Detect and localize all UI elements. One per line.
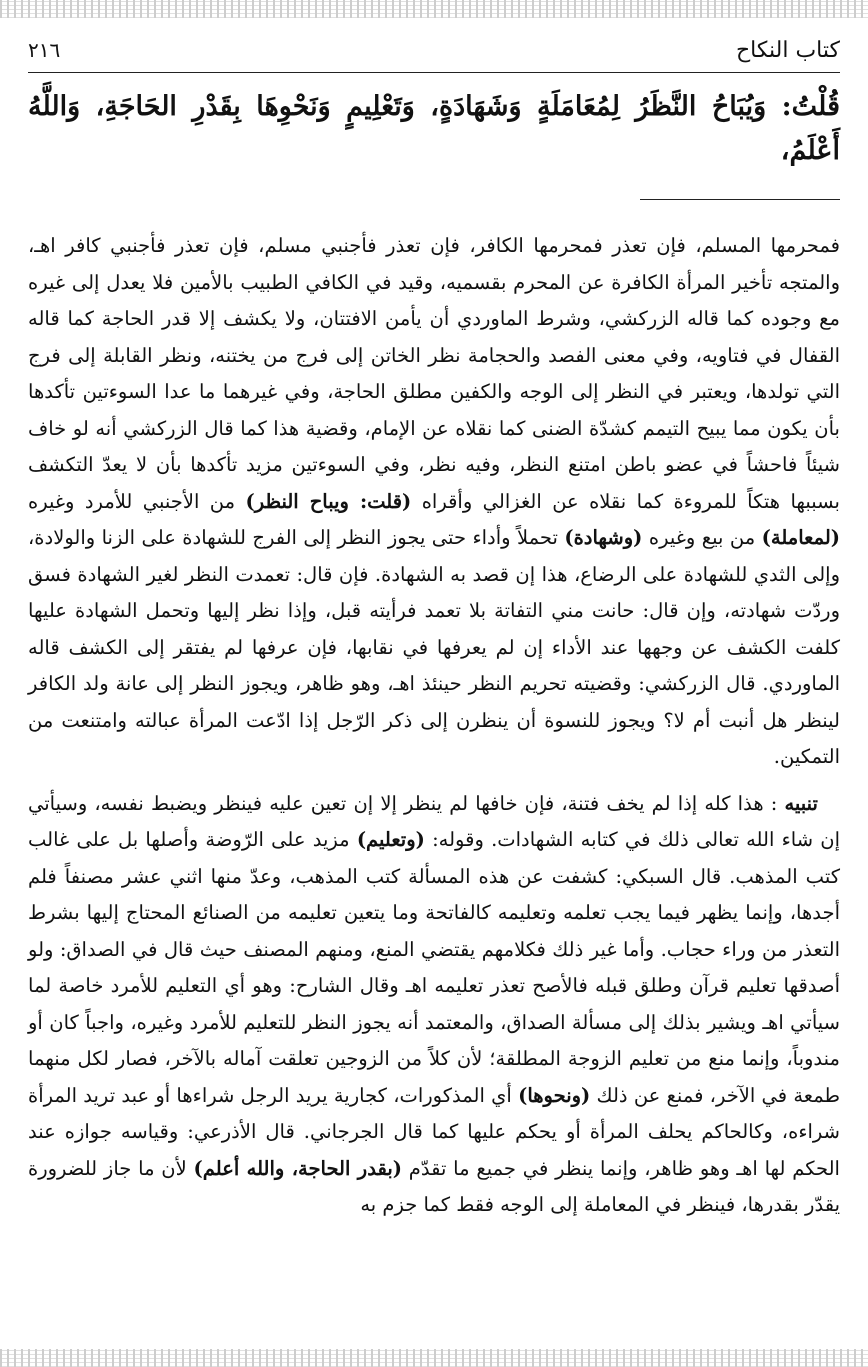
- matn-quote: (لمعاملة): [761, 526, 841, 549]
- top-ornament-border: [0, 0, 868, 18]
- commentary: [28, 228, 840, 1224]
- text-run: لأن ما جاز للضرورة يقدّر بقدرها، فينظر في المعاملة إلى الوجه فقط كما جزم به: [28, 1156, 840, 1216]
- text-run: فمحرمها المسلم، فإن تعذر فمحرمها الكافر، فإن تعذر فأجنبي مسلم، فإن تعذر فأجنبي كافر اهـ، والمتجه تأخير المرأة الكافرة عن المحرم بقسميه، وقيد في الكافي الطبيب بالأمين فلا يعدل إلى غيره مع وجوده كما قاله الزركشي، وشرط الماوردي أن يأمن الافتتان، ولا يكشف إلا قدر الحاجة كما قاله القفال في فتاويه، وفي معنى الفصد والحجامة نظر الخاتن إلى فرج من يختنه، ونظر القابلة إلى فرج التي تولدها، ويعتبر في النظر إلى الوجه والكفين مطلق الحاجة، وفي غيرهما ما عدا السوءتين تأكدها بأن يكون مما يبيح التيمم كشدّة الضنى كما نقلاه عن الإمام، وقضية هذا كما قال الزركشي أنه لو خاف شيئاً فاحشاً في عضو باطن امتنع النظر، وفيه نظر، وفي السوءتين مزيد تأكدها بأن لا يعدّ التكشف بسببها هتكاً للمروءة كما نقلاه عن الغزالي وأقراه: [28, 234, 840, 513]
- matn-quote: (ونحوها): [518, 1083, 591, 1107]
- bottom-ornament-border: [0, 1349, 868, 1367]
- commentary-paragraph-1: [28, 228, 840, 776]
- matn-quote: (بقدر الحاجة، والله أعلم): [193, 1156, 402, 1180]
- footnote-separator: [640, 199, 840, 200]
- text-run: من بيع وغيره: [648, 526, 756, 549]
- matn-quote: (قلت: ويباح النظر): [245, 489, 412, 513]
- matn-quote: (وشهادة): [564, 526, 643, 549]
- text-run: : هذا كله إذا لم يخف فتنة، فإن خافها لم ينظر إلا إن تعين عليه فينظر ويضبط نفسه، وسيأتي إن شاء الله تعالى ذلك في كتابه الشهادات. وقوله:: [28, 791, 840, 851]
- running-header: [28, 38, 840, 73]
- text-run: أي المذكورات، كجارية يريد الرجل شراءها أو عبد تريد المرأة شراءه، وكالحاكم يحلف المرأة أو يحكم عليها كما قال الجرجاني. قال الأذرعي: وقياسه جوازه عند الحكم لها اهـ وهو ظاهر، وإنما ينظر في جميع ما تقدّم: [28, 1083, 840, 1180]
- chapter-title: كتاب النكاح: [735, 38, 840, 63]
- text-run: مزيد على الرّوضة وأصلها بل على غالب كتب المذهب. قال السبكي: كشفت عن هذه المسألة كتب المذهب، وعدّ منها اثني عشر مصنفاً فلم أجدها، وإنما يظهر فيما يجب تعلمه وتعليمه كالفاتحة وما يتعين تعليمه من الصنائع المحتاج إليها بشرط التعذر من وراء حجاب. وأما غير ذلك فكلامهم يقتضي المنع، ومنهم المصنف حيث قال في الصداق: ولو أصدقها تعليم قرآن وطلق قبله فالأصح تعذر تعليمه اهـ وقال الشارح: وهو أي التعليم للأمرد خاصة لما سيأتي اهـ ويشير بذلك إلى مسألة الصداق، والمعتمد أنه يجوز النظر للتعليم للأمرد وغيره، واجباً كان أو مندوباً، وإنما منع من تعليم الزوجة المطلقة؛ لأن كلاً من الزوجين تعلقت آماله بالآخر، فصار لكل منهما طمعة في الآخر، فمنع عن ذلك: [28, 828, 841, 1107]
- commentary-paragraph-2: [28, 786, 840, 1224]
- note-label: تنبيه: [784, 791, 818, 815]
- page-number: ٢١٦: [28, 38, 61, 62]
- matn-quote: (وتعليم): [356, 828, 425, 851]
- matn-text: قُلْتُ: وَيُبَاحُ النَّظَرُ لِمُعَامَلَةٍ وَشَهَادَةٍ، وَتَعْلِيمٍ وَنَحْوِهَا بِقَدْرِ الحَاجَةِ، وَاللَّهُ أَعْلَمُ،: [28, 91, 840, 166]
- text-run: من الأجنبي للأمرد وغيره: [28, 489, 236, 513]
- text-run: تحملاً وأداء حتى يجوز النظر إلى الفرج للشهادة على الزنا والولادة، وإلى الثدي للشهادة على الرضاع، هذا إن قصد به الشهادة. فإن قال: تعمدت النظر لغير الشهادة فسق وردّت شهادته، وإن قال: حانت مني التفاتة بلا تعمد فرأيته قبل، وإذا نظر إليها وتحمل الشهادة عليها كلفت الكشف عن وجهها عند الأداء إن لم يعرفها في نقابها، فإن عرفها لم يفتقر إلى الكشف قاله الماوردي. قال الزركشي: وقضيته تحريم النظر حينئذ اهـ، وهو ظاهر، ويجوز النظر إلى عانة ولد الكافر لينظر هل أنبت أم لا؟ ويجوز للنسوة أن ينظرن إلى ذكر الرّجل إذا ادّعت المرأة عبالته وامتنعت من التمكين.: [28, 526, 840, 768]
- book-page: [28, 38, 840, 1224]
